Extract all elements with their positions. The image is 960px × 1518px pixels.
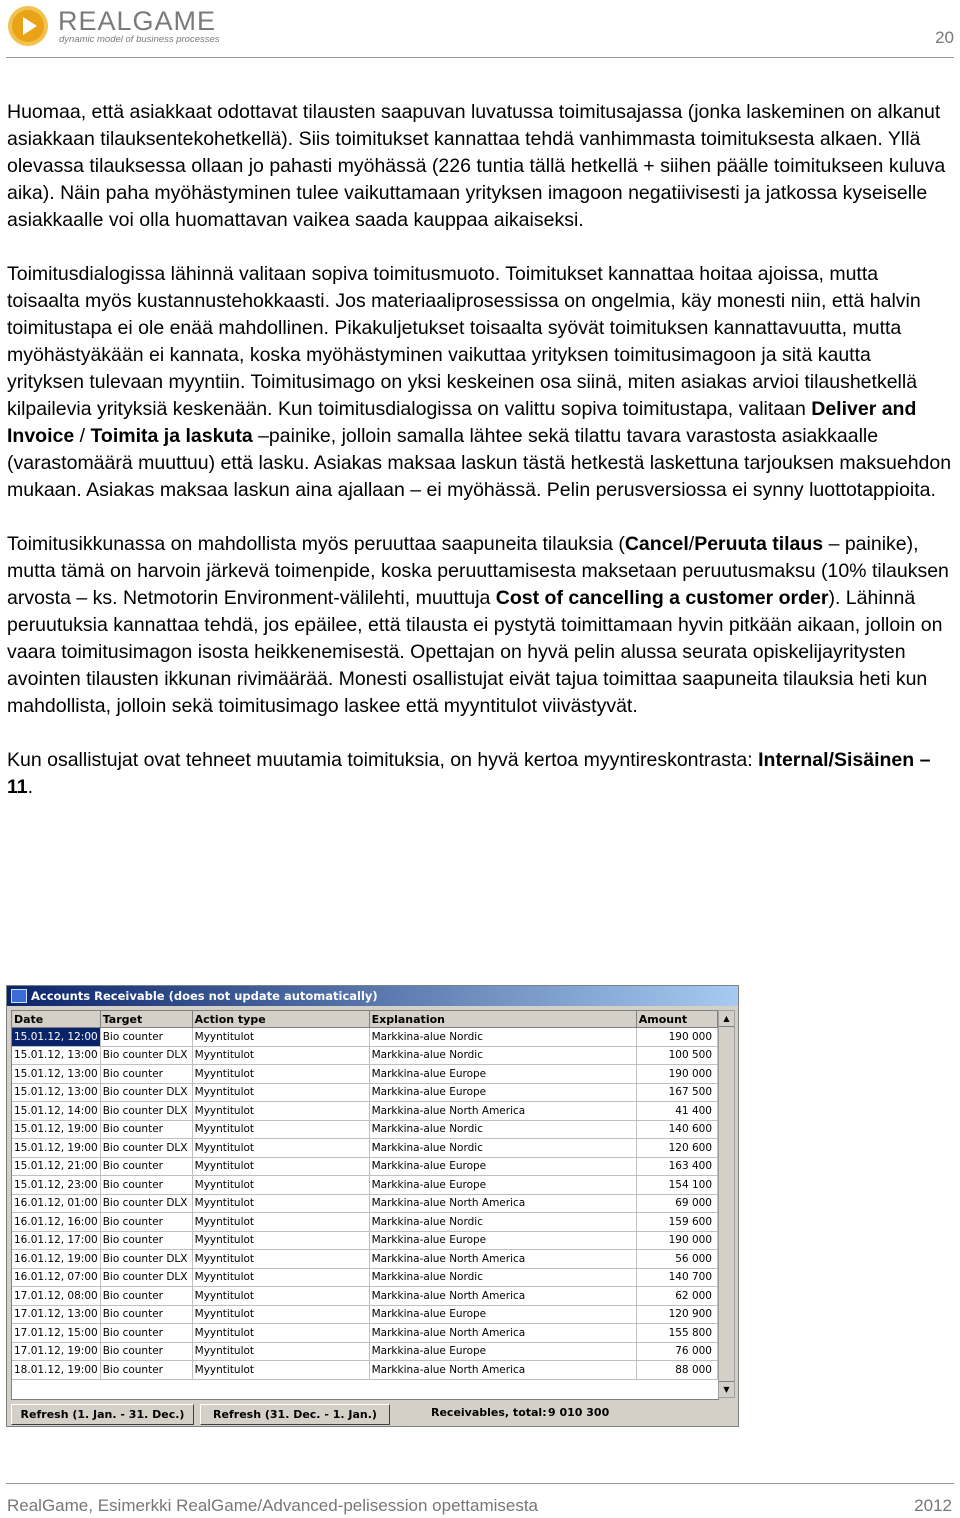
refresh-backward-button[interactable]: Refresh (31. Dec. - 1. Jan.) [200,1404,390,1425]
receivables-total-label: Receivables, total: [431,1406,547,1419]
cell-date: 15.01.12, 13:00 [12,1083,100,1102]
cell-target: Bio counter [100,1213,192,1232]
cell-action-type: Myyntitulot [192,1083,369,1102]
header-divider [6,57,954,58]
cell-action-type: Myyntitulot [192,1361,369,1380]
logo-text: REALGAME [58,6,217,36]
cell-date: 17.01.12, 19:00 [12,1342,100,1361]
paragraph-2 [7,261,953,504]
cell-action-type: Myyntitulot [192,1139,369,1158]
scroll-down-arrow-icon[interactable]: ▼ [719,1381,734,1397]
cell-target: Bio counter [100,1324,192,1343]
table-row[interactable] [12,1287,718,1306]
cell-explanation: Markkina-alue North America [369,1361,636,1380]
cell-date: 15.01.12, 13:00 [12,1046,100,1065]
cell-target: Bio counter [100,1287,192,1306]
cell-action-type: Myyntitulot [192,1268,369,1287]
cell-explanation: Markkina-alue North America [369,1287,636,1306]
cell-target: Bio counter [100,1305,192,1324]
table-row[interactable] [12,1213,718,1232]
cell-explanation: Markkina-alue Nordic [369,1120,636,1139]
cell-action-type: Myyntitulot [192,1250,369,1269]
table-row[interactable] [12,1139,718,1158]
column-header-amount[interactable]: Amount [636,1011,717,1028]
paragraph-4 [7,747,953,801]
cell-date: 15.01.12, 21:00 [12,1157,100,1176]
table-row[interactable] [12,1083,718,1102]
cell-date: 18.01.12, 19:00 [12,1361,100,1380]
cell-explanation: Markkina-alue North America [369,1194,636,1213]
cell-amount: 159 600 [636,1213,717,1232]
cell-date: 15.01.12, 12:00 [12,1028,100,1047]
vertical-scrollbar[interactable] [718,1010,735,1398]
window-app-icon [11,989,27,1003]
cell-explanation: Markkina-alue Europe [369,1231,636,1250]
footer-divider [6,1483,954,1484]
realgame-logo [6,4,221,48]
column-header-target[interactable]: Target [100,1011,192,1028]
cell-target: Bio counter [100,1157,192,1176]
cell-action-type: Myyntitulot [192,1157,369,1176]
cell-date: 15.01.12, 14:00 [12,1102,100,1121]
column-header-date[interactable]: Date [12,1011,100,1028]
footer-year: 2012 [914,1496,952,1515]
logo-subtitle: dynamic model of business processes [59,34,220,45]
cell-target: Bio counter [100,1028,192,1047]
paragraph-4-text-a: Kun osallistujat ovat tehneet muutamia toimituksia, on hyvä kertoa myyntireskontrasta: [7,749,759,771]
cell-amount: 56 000 [636,1250,717,1269]
cell-date: 16.01.12, 07:00 [12,1268,100,1287]
scroll-thumb[interactable] [719,1027,734,1383]
cell-explanation: Markkina-alue Europe [369,1342,636,1361]
deliver-and-invoice-term: Deliver and Invoice [7,398,917,447]
cell-target: Bio counter DLX [100,1139,192,1158]
cell-action-type: Myyntitulot [192,1287,369,1306]
cell-date: 15.01.12, 19:00 [12,1139,100,1158]
cell-target: Bio counter [100,1120,192,1139]
table-body [12,1028,718,1380]
window-titlebar [7,986,738,1006]
cell-action-type: Myyntitulot [192,1065,369,1084]
cell-explanation: Markkina-alue North America [369,1102,636,1121]
cell-explanation: Markkina-alue Europe [369,1083,636,1102]
cell-amount: 88 000 [636,1361,717,1380]
table-row[interactable] [12,1324,718,1343]
cell-action-type: Myyntitulot [192,1305,369,1324]
cost-of-cancelling-term: Cost of cancelling a customer order [495,587,829,609]
cell-explanation: Markkina-alue North America [369,1250,636,1269]
play-logo-icon [6,4,50,48]
page-number: 20 [935,28,954,47]
cell-date: 15.01.12, 23:00 [12,1176,100,1195]
table-row[interactable] [12,1361,718,1380]
table-row[interactable] [12,1194,718,1213]
paragraph-4-text-c: . [27,776,34,798]
accounts-receivable-window [6,985,739,1427]
cell-action-type: Myyntitulot [192,1046,369,1065]
cell-amount: 190 000 [636,1028,717,1047]
table-row[interactable] [12,1176,718,1195]
table-row[interactable] [12,1065,718,1084]
paragraph-2-text-a: Toimitusdialogissa lähinnä valitaan sopiva toimitusmuoto. Toimitukset kannattaa hoitaa ajoissa, mutta toisaalta myös kustannustehokkaasti. Jos materiaaliprosessissa on ongelmia, käy monesti niin, että halvin toimitustapa ei ole enää mahdollinen. Pikakuljetukset toisaalta syövät toimituksen kannattavuutta, mutta myöhästyäkään ei kannata, koska myöhästyminen vaikuttaa yrityksen toimitusimagoon ja sitä kautta yrityksen tulevaan myyntiin. Toimitusimago on yksi keskeinen osa siinä, miten asiakas arvioi tilaushetkellä kilpailevia yrityksiä keskenään. Kun toimitusdialogissa on valittu sopiva toimitustapa, valitaan [7,263,921,420]
cell-amount: 140 600 [636,1120,717,1139]
cell-amount: 154 100 [636,1176,717,1195]
receivables-grid [11,1010,719,1400]
cancel-term: Cancel [624,533,689,555]
paragraph-3-text-c: – painike), mutta tämä on harvoin järkevä toimenpide, koska peruuttamisesta maksetaan peruutusmaksu (10% tilauksen arvosta – ks. Netmotorin Environment-välilehti, muuttuja [7,533,949,609]
window-title: Accounts Receivable (does not update automatically) [31,989,378,1003]
cell-target: Bio counter DLX [100,1250,192,1269]
table-row[interactable] [12,1268,718,1287]
cell-amount: 120 900 [636,1305,717,1324]
cell-explanation: Markkina-alue Nordic [369,1046,636,1065]
paragraph-3 [7,531,953,720]
column-header-action-type[interactable]: Action type [192,1011,369,1028]
cell-explanation: Markkina-alue Nordic [369,1028,636,1047]
cell-target: Bio counter DLX [100,1083,192,1102]
paragraph-2-sep: / [74,425,91,447]
table-row[interactable] [12,1028,718,1047]
cell-target: Bio counter [100,1342,192,1361]
cell-date: 15.01.12, 13:00 [12,1065,100,1084]
cell-amount: 69 000 [636,1194,717,1213]
cell-action-type: Myyntitulot [192,1176,369,1195]
cell-amount: 163 400 [636,1157,717,1176]
table-row[interactable] [12,1231,718,1250]
cell-action-type: Myyntitulot [192,1194,369,1213]
toimita-ja-laskuta-term: Toimita ja laskuta [90,425,253,447]
cell-amount: 120 600 [636,1139,717,1158]
cell-target: Bio counter DLX [100,1046,192,1065]
cell-amount: 155 800 [636,1324,717,1343]
cell-explanation: Markkina-alue Nordic [369,1268,636,1287]
paragraph-3-text-d: ). Lähinnä peruutuksia kannattaa tehdä, jos epäilee, että tilausta ei pystytä toimittamaan hyvin pitkään aikaan, jolloin on vaara toimitusimagon isosta heikkenemisestä. Opettajan on hyvä pelin alussa seurata opiskelijayritysten avointen tilausten ikkunan rivimäärää. Monesti osallistujat eivät tajua toimittaa saapuneita tilauksia heti kun mahdollista, jolloin sekä toimitusimago laskee että myyntitulot viivästyvät. [7,587,943,717]
table-row[interactable] [12,1120,718,1139]
cell-explanation: Markkina-alue North America [369,1324,636,1343]
cell-target: Bio counter DLX [100,1268,192,1287]
cell-date: 16.01.12, 01:00 [12,1194,100,1213]
cell-action-type: Myyntitulot [192,1120,369,1139]
cell-explanation: Markkina-alue Nordic [369,1213,636,1232]
cell-amount: 167 500 [636,1083,717,1102]
paragraph-3-text-a: Toimitusikkunassa on mahdollista myös peruuttaa saapuneita tilauksia ( [7,533,625,555]
column-header-explanation[interactable]: Explanation [369,1011,636,1028]
paragraph-1: Huomaa, että asiakkaat odottavat tilausten saapuvan luvatussa toimitusajassa (jonka laskeminen on alkanut asiakkaan tilauksentekohetkellä). Siis toimitukset kannattaa tehdä vanhimmasta toimituksesta alkaen. Yllä olevassa tilauksessa ollaan jo pahasti myöhässä (226 tuntia tällä hetkellä + siihen päälle toimitukseen kuluva aika). Näin paha myöhästyminen tulee vaikuttamaan yrityksen imagoon negatiivisesti ja jatkossa kyseiselle asiakkaalle voi olla huomattavan vaikea saada kauppaa aikaiseksi. [7,101,946,231]
cell-explanation: Markkina-alue Europe [369,1305,636,1324]
cell-action-type: Myyntitulot [192,1028,369,1047]
scroll-up-arrow-icon[interactable]: ▲ [719,1011,734,1027]
cell-amount: 41 400 [636,1102,717,1121]
refresh-forward-button[interactable]: Refresh (1. Jan. - 31. Dec.) [11,1404,194,1425]
receivables-table [12,1011,718,1380]
document-body [7,99,953,828]
cell-target: Bio counter [100,1361,192,1380]
cell-target: Bio counter [100,1065,192,1084]
footer-text: RealGame, Esimerkki RealGame/Advanced-pelisession opettamisesta [7,1496,539,1515]
table-row[interactable] [12,1157,718,1176]
table-row[interactable] [12,1102,718,1121]
cell-target: Bio counter DLX [100,1102,192,1121]
cell-action-type: Myyntitulot [192,1213,369,1232]
cell-date: 17.01.12, 08:00 [12,1287,100,1306]
cell-action-type: Myyntitulot [192,1324,369,1343]
peruuta-tilaus-term: Peruuta tilaus [694,533,824,555]
cell-amount: 76 000 [636,1342,717,1361]
table-row[interactable] [12,1342,718,1361]
cell-date: 15.01.12, 19:00 [12,1120,100,1139]
cell-action-type: Myyntitulot [192,1102,369,1121]
cell-amount: 62 000 [636,1287,717,1306]
paragraph-3-sep: / [688,533,695,555]
cell-target: Bio counter [100,1231,192,1250]
cell-date: 17.01.12, 13:00 [12,1305,100,1324]
table-row[interactable] [12,1046,718,1065]
cell-amount: 190 000 [636,1231,717,1250]
internal-sisainen-term: Internal/Sisäinen – 11 [7,749,931,798]
table-row[interactable] [12,1305,718,1324]
cell-date: 16.01.12, 19:00 [12,1250,100,1269]
cell-explanation: Markkina-alue Europe [369,1157,636,1176]
receivables-total-value: 9 010 300 [548,1406,610,1419]
cell-action-type: Myyntitulot [192,1231,369,1250]
cell-explanation: Markkina-alue Europe [369,1176,636,1195]
cell-amount: 100 500 [636,1046,717,1065]
cell-amount: 140 700 [636,1268,717,1287]
paragraph-2-text-c: –painike, jolloin samalla lähtee sekä tilattu tavara varastosta asiakkaalle (varastomäärä muuttuu) että lasku. Asiakas maksaa laskun tästä hetkestä laskettuna tarjouksen maksuehdon mukaan. Asiakas maksaa laskun aina ajallaan – ei myöhässä. Pelin perusversiossa ei synny luottotappioita. [7,425,952,501]
cell-date: 17.01.12, 15:00 [12,1324,100,1343]
cell-target: Bio counter [100,1176,192,1195]
cell-date: 16.01.12, 16:00 [12,1213,100,1232]
cell-date: 16.01.12, 17:00 [12,1231,100,1250]
cell-target: Bio counter DLX [100,1194,192,1213]
cell-amount: 190 000 [636,1065,717,1084]
cell-explanation: Markkina-alue Nordic [369,1139,636,1158]
table-row[interactable] [12,1250,718,1269]
cell-explanation: Markkina-alue Europe [369,1065,636,1084]
table-header-row [12,1011,718,1028]
cell-action-type: Myyntitulot [192,1342,369,1361]
